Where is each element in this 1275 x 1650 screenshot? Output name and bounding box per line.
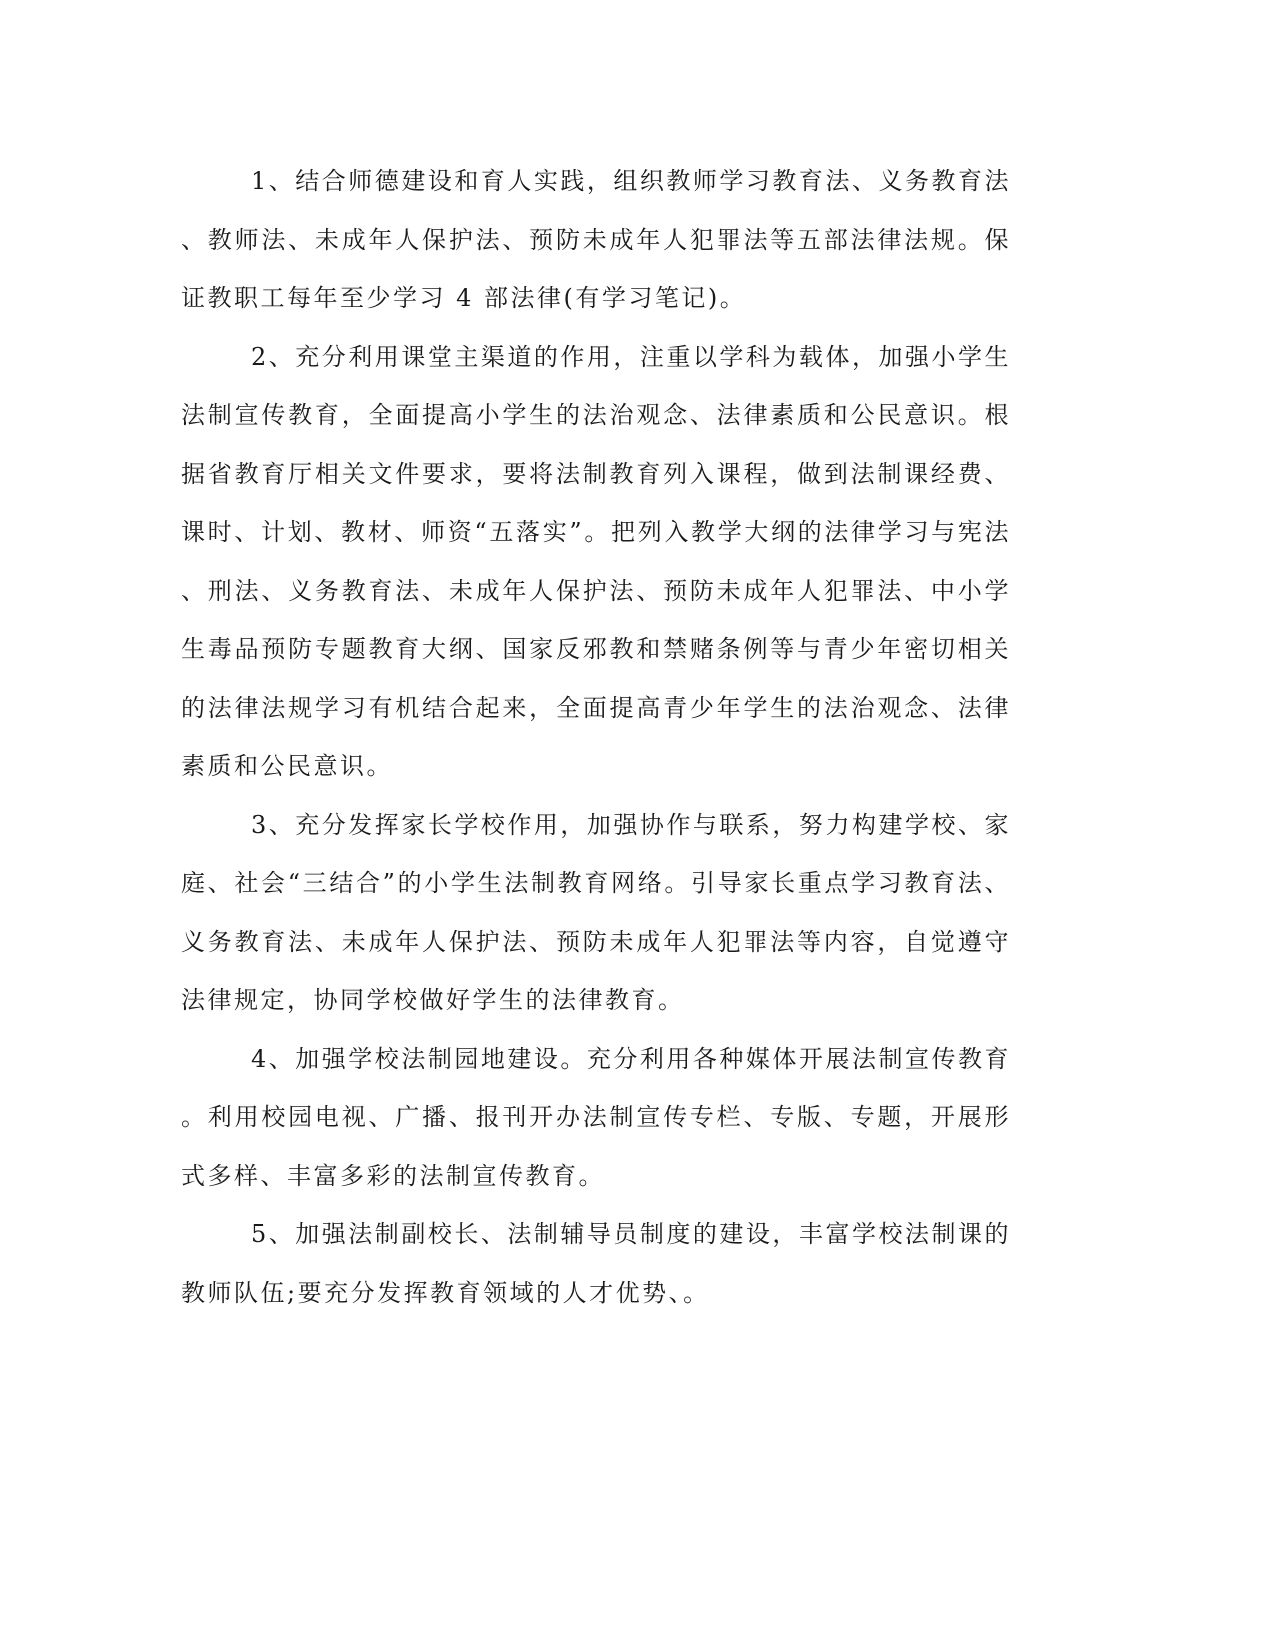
paragraph-3: 3、充分发挥家长学校作用，加强协作与联系，努力构建学校、家庭、社会“三结合”的小学生法制教育网络。引导家长重点学习教育法、义务教育法、未成年人保护法、预防未成年人犯罪法等内容，自觉遵守法律规定，协同学校做好学生的法律教育。 [181, 810, 1011, 1014]
paragraph-4: 4、加强学校法制园地建设。充分利用各种媒体开展法制宣传教育。利用校园电视、广播、报刊开办法制宣传专栏、专版、专题，开展形式多样、丰富多彩的法制宣传教育。 [181, 1044, 1011, 1190]
paragraph-5: 5、加强法制副校长、法制辅导员制度的建设，丰富学校法制课的教师队伍;要充分发挥教育领域的人才优势、。 [181, 1220, 1011, 1307]
document-body [181, 152, 1011, 1322]
paragraph-1: 1、结合师德建设和育人实践，组织教师学习教育法、义务教育法、教师法、未成年人保护法、预防未成年人犯罪法等五部法律法规。保证教职工每年至少学习 4 部法律(有学习笔记)。 [181, 167, 1011, 312]
paragraph-2: 2、充分利用课堂主渠道的作用，注重以学科为载体，加强小学生法制宣传教育，全面提高小学生的法治观念、法律素质和公民意识。根据省教育厅相关文件要求，要将法制教育列入课程，做到法制课经费、课时、计划、教材、师资“五落实”。把列入教学大纲的法律学习与宪法、刑法、义务教育法、未成年人保护法、预防未成年人犯罪法、中小学生毒品预防专题教育大纲、国家反邪教和禁赌条例等与青少年密切相关的法律法规学习有机结合起来，全面提高青少年学生的法治观念、法律素质和公民意识。 [181, 342, 1011, 780]
